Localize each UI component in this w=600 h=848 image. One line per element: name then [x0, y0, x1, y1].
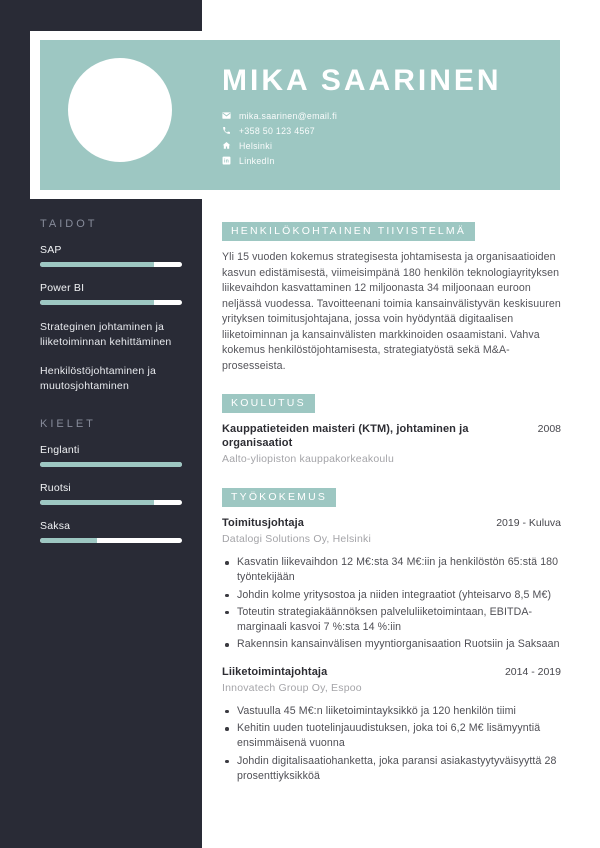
sidebar-content	[40, 218, 182, 558]
skill-item-powerbi	[40, 282, 182, 305]
job-period: 2014 - 2019	[504, 665, 561, 678]
job-bullet: Johdin kolme yritysostoa ja niiden integraatiot (yhteisarvo 8,5 M€)	[222, 588, 561, 603]
language-bar-fill	[40, 538, 97, 543]
job-bullet: Kasvatin liikevaihdon 12 M€:sta 34 M€:iin ja henkilöstön 65:stä 180 työntekijään	[222, 555, 561, 586]
job-title: Liiketoimintajohtaja	[222, 665, 328, 678]
skill-item-sap	[40, 244, 182, 267]
skill-label: SAP	[40, 244, 62, 256]
job-title: Toimitusjohtaja	[222, 517, 304, 529]
main-column	[222, 221, 561, 786]
job-bullet-list	[222, 704, 561, 784]
svg-text:in: in	[224, 158, 229, 165]
skill-bar-fill	[40, 300, 154, 305]
header-band	[40, 40, 560, 190]
contact-email[interactable]	[222, 108, 337, 123]
skill-bar-track	[40, 300, 182, 305]
header-band-frame	[30, 31, 570, 199]
job-period: 2019 - Kuluva	[496, 517, 561, 529]
job-bullet: Johdin digitalisaatiohanketta, joka paransi asiakastyytyväisyyttä 28 prosenttiyksikköä	[222, 754, 561, 785]
language-bar-fill	[40, 500, 154, 505]
contact-email-text: mika.saarinen@email.fi	[239, 110, 338, 121]
language-bar-track	[40, 500, 182, 505]
degree-year: 2008	[537, 423, 561, 435]
contact-location-text: Helsinki	[239, 140, 273, 151]
job-bullet: Toteutin strategiakäännöksen palveluliiketoimintaan, EBITDA-marginaali kasvoi 7 %:sta 14 %:iin	[222, 605, 561, 636]
job-entry	[222, 665, 561, 784]
skill-text-hr: Henkilöstöjohtaminen ja muutosjohtaminen	[40, 365, 157, 392]
skill-text-strategy: Strateginen johtaminen ja liiketoiminnan kehittäminen	[40, 321, 172, 348]
skill-bar-fill	[40, 262, 154, 267]
skill-bar-track	[40, 262, 182, 267]
job-company: Datalogi Solutions Oy, Helsinki	[222, 533, 371, 545]
job-bullet: Kehitin uuden tuotelinjauudistuksen, joka toi 6,2 M€ lisämyyntiä ensimmäisenä vuonna	[222, 721, 561, 752]
contact-phone	[222, 123, 337, 138]
skill-label: Power BI	[40, 282, 85, 294]
skills-section-title: TAIDOT	[40, 218, 98, 230]
job-bullet: Vastuulla 45 M€:n liiketoimintayksikkö ja 120 henkilön tiimi	[222, 704, 561, 719]
language-bar-track	[40, 538, 182, 543]
contact-phone-text: +358 50 123 4567	[239, 125, 315, 136]
contact-linkedin[interactable]	[222, 153, 337, 168]
languages-section-title: KIELET	[40, 418, 96, 430]
contact-linkedin-text: LinkedIn	[239, 155, 275, 166]
language-item-german	[40, 520, 182, 543]
degree-title: Kauppatieteiden maisteri (KTM), johtaminen ja organisaatiot	[222, 423, 469, 449]
language-item-english	[40, 444, 182, 467]
job-entry	[222, 516, 561, 653]
profile-photo	[68, 58, 172, 162]
education-section-title: KOULUTUS	[222, 394, 315, 413]
person-name: MIKA SAARINEN	[222, 64, 502, 97]
contact-list	[222, 108, 337, 168]
home-icon	[222, 141, 231, 150]
language-label: Saksa	[40, 520, 71, 532]
education-entry	[222, 422, 561, 465]
job-bullet-list	[222, 555, 561, 653]
job-company: Innovatech Group Oy, Espoo	[222, 681, 362, 694]
language-bar-fill	[40, 462, 182, 467]
school-name: Aalto-yliopiston kauppakorkeakoulu	[222, 453, 394, 465]
language-item-swedish	[40, 482, 182, 505]
job-bullet: Rakennsin kansainvälisen myyntiorganisaation Ruotsiin ja Saksaan	[222, 637, 561, 652]
email-icon	[222, 111, 231, 120]
phone-icon	[222, 126, 231, 135]
summary-text: Yli 15 vuoden kokemus strategisesta johtamisesta ja organisaatioiden kasvun edistämisestä, viimeisimpänä 180 henkilön teknologiayrityksen liikevaihdon kasvattaminen 12 miljoonasta 34 miljoonaan euroon neljässä vuodessa. Tavoitteenani toimia kansainvälistyvän keskisuuren yrityksen toimitusjohtajana, jossa voin hyödyntää digitaalisen liiketoiminnan ja kansainvälisten markkinoiden osaamistani. Vahva kokemus henkilöstöjohtamisesta, strategiatyöstä sekä M&A-prosesseista.	[222, 251, 561, 372]
contact-location	[222, 138, 337, 153]
language-bar-track	[40, 462, 182, 467]
experience-section-title: TYÖKOKEMUS	[222, 488, 336, 507]
language-label: Ruotsi	[40, 482, 71, 494]
language-label: Englanti	[40, 444, 80, 456]
linkedin-icon	[222, 156, 231, 165]
summary-section-title: HENKILÖKOHTAINEN TIIVISTELMÄ	[222, 222, 475, 241]
